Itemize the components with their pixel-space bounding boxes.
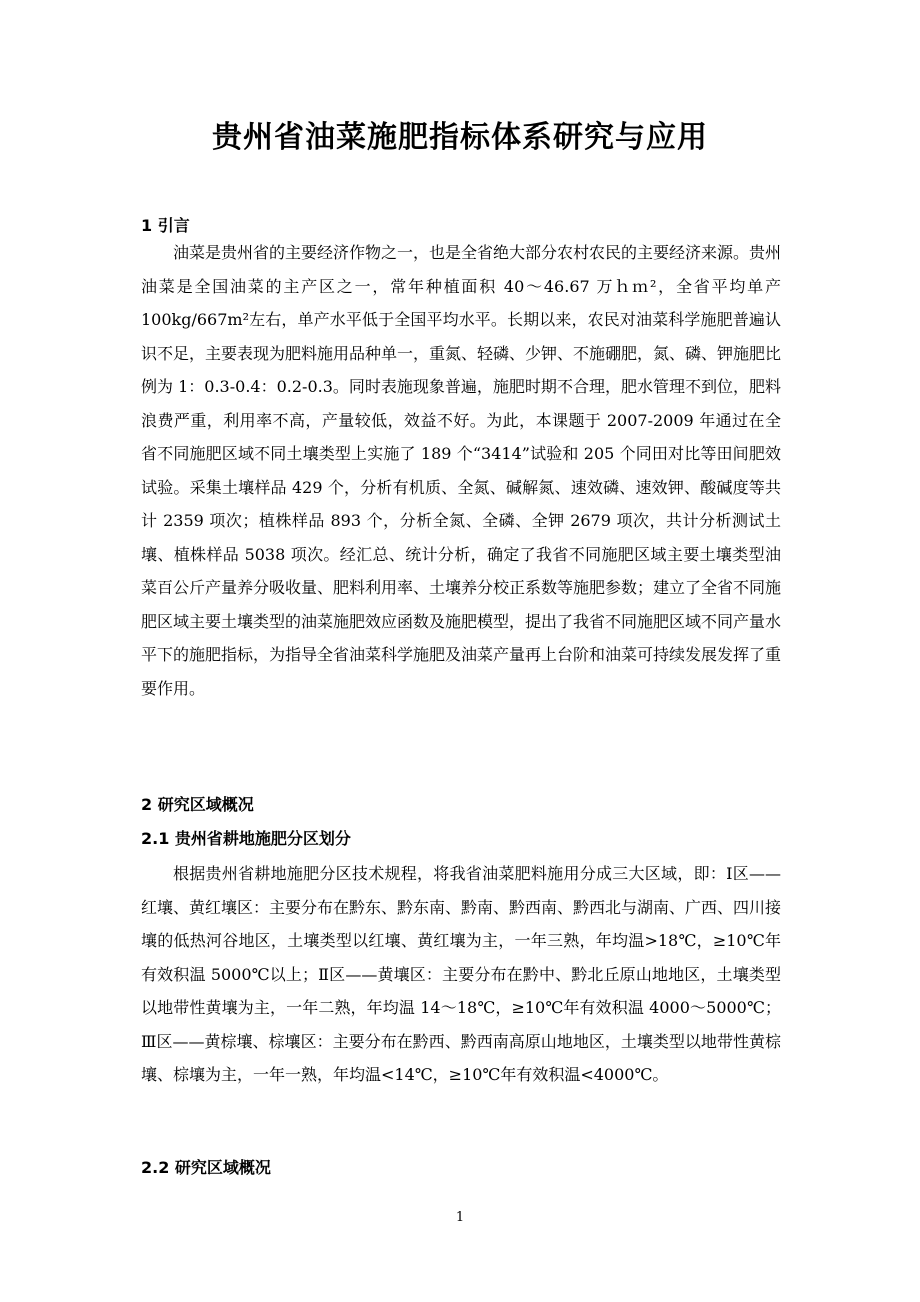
- zoning-paragraph: 根据贵州省耕地施肥分区技术规程，将我省油菜肥料施用分成三大区域，即：Ⅰ区——红壤、黄红壤区：主要分布在黔东、黔东南、黔南、黔西南、黔西北与湖南、广西、四川接壤的低热河谷地区，土壤类型以红壤、黄红壤为主，一年三熟，年均温>18℃，≥10℃年有效积温 5000℃以上；Ⅱ区——黄壤区：主要分布在黔中、黔北丘原山地地区，土壤类型以地带性黄壤为主，一年二熟，年均温 14～18℃，≥10℃年有效积温 4000～5000℃；Ⅲ区——黄棕壤、棕壤区：主要分布在黔西、黔西南高原山地地区，土壤类型以地带性黄棕壤、棕壤为主，一年一熟，年均温<14℃，≥10℃年有效积温<4000℃。: [141, 864, 782, 1084]
- page-number: 1: [455, 1210, 465, 1225]
- section-heading-study-area: 2 研究区域概况: [141, 795, 254, 814]
- section-heading-study-area-overview: 2.2 研究区域概况: [141, 1158, 271, 1177]
- introduction-paragraph: 油菜是贵州省的主要经济作物之一，也是全省绝大部分农村农民的主要经济来源。贵州油菜是全国油菜的主产区之一，常年种植面积 40～46.67 万ｈｍ²，全省平均单产 100kg/667m²左右，单产水平低于全国平均水平。长期以来，农民对油菜科学施肥普遍认识不足，主要表现为肥料施用品种单一，重氮、轻磷、少钾、不施硼肥，氮、磷、钾施肥比例为 1：0.3-0.4：0.2-0.3。同时表施现象普遍，施肥时期不合理，肥水管理不到位，肥料浪费严重，利用率不高，产量较低，效益不好。为此，本课题于 2007-2009 年通过在全省不同施肥区域不同土壤类型上实施了 189 个“3414”试验和 205 个同田对比等田间肥效试验。采集土壤样品 429 个，分析有机质、全氮、碱解氮、速效磷、速效钾、酸碱度等共计 2359 项次；植株样品 893 个，分析全氮、全磷、全钾 2679 项次，共计分析测试土壤、植株样品 5038 项次。经汇总、统计分析，确定了我省不同施肥区域主要土壤类型油菜百公斤产量养分吸收量、肥料利用率、土壤养分校正系数等施肥参数；建立了全省不同施肥区域主要土壤类型的油菜施肥效应函数及施肥模型，提出了我省不同施肥区域不同产量水平下的施肥指标，为指导全省油菜科学施肥及油菜产量再上台阶和油菜可持续发展发挥了重要作用。: [141, 243, 782, 698]
- section-heading-introduction: 1 引言: [141, 216, 190, 235]
- section-heading-fertilization-zoning: 2.1 贵州省耕地施肥分区划分: [141, 829, 351, 848]
- document-title: 贵州省油菜施肥指标体系研究与应用: [212, 120, 708, 155]
